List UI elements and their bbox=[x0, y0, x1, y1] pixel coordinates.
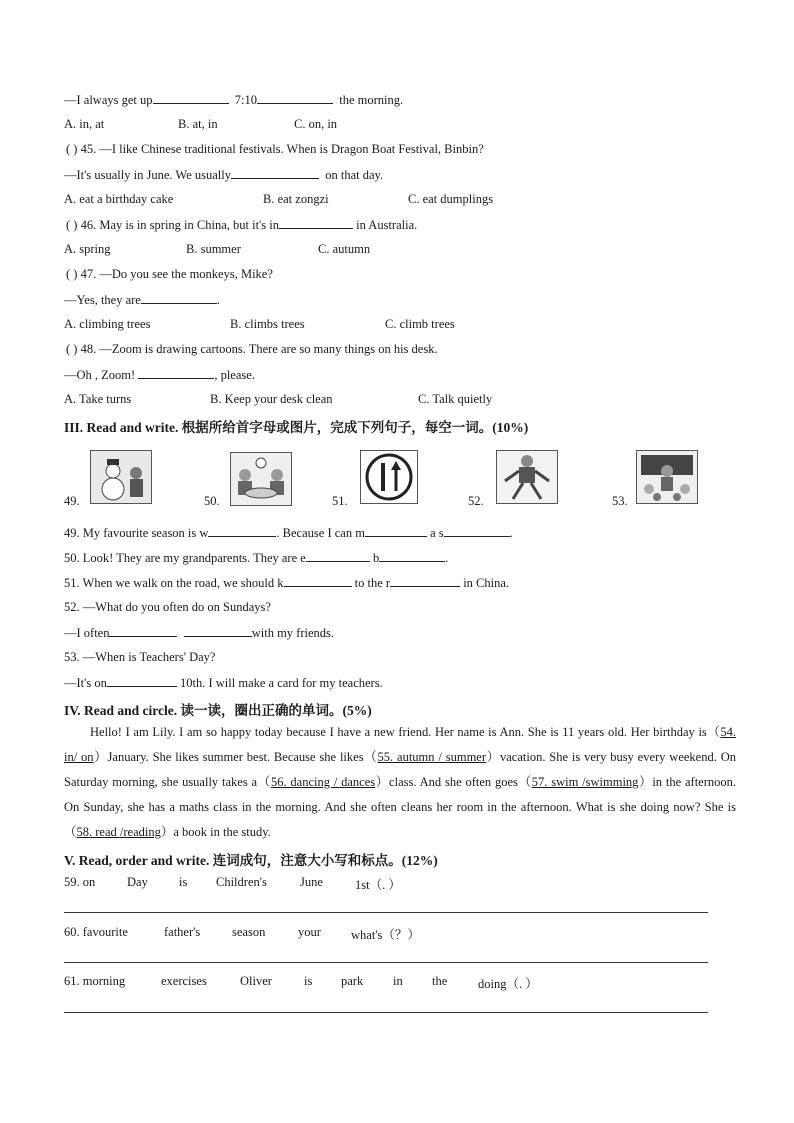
q61-word: park bbox=[341, 974, 364, 988]
q47-answer-line: —Yes, they are . bbox=[64, 293, 220, 307]
section-5-title: V. Read, order and write. 连词成句，注意大小写和标点。(12%) bbox=[64, 853, 438, 868]
q49-blank-2[interactable] bbox=[365, 524, 427, 537]
q52-blank-2[interactable] bbox=[184, 624, 252, 637]
q44-option-a[interactable]: A. in, at bbox=[64, 117, 105, 131]
q45-question: ( ) 45. —I like Chinese traditional festivals. When is Dragon Boat Festival, Binbin? bbox=[66, 142, 484, 156]
q50-blank-1[interactable] bbox=[306, 549, 370, 562]
q53-answer-line: —It's on 10th. I will make a card for my teachers. bbox=[64, 676, 383, 690]
q46-option-c[interactable]: C. autumn bbox=[318, 242, 371, 256]
q59-answer-line[interactable] bbox=[64, 912, 708, 913]
q44-blank-1[interactable] bbox=[153, 91, 229, 104]
q60-answer-line[interactable] bbox=[64, 962, 708, 963]
q61-word: doing（. ） bbox=[478, 977, 538, 991]
q53-blank[interactable] bbox=[107, 674, 177, 687]
pic-52-number: 52. bbox=[468, 494, 484, 508]
goalkeeper-icon bbox=[496, 450, 558, 504]
choice-57[interactable]: 57. swim /swimming bbox=[531, 775, 639, 789]
q61-word: the bbox=[432, 974, 448, 988]
teacher-students-icon bbox=[636, 450, 698, 504]
q48-option-c[interactable]: C. Talk quietly bbox=[418, 392, 493, 406]
q61-word: is bbox=[304, 974, 313, 988]
q52-blank-1[interactable] bbox=[109, 624, 177, 637]
q49-blank-3[interactable] bbox=[444, 524, 510, 537]
q48-question: ( ) 48. —Zoom is drawing cartoons. There are so many things on his desk. bbox=[66, 342, 438, 356]
q48-blank[interactable] bbox=[138, 366, 214, 379]
q59-word: June bbox=[300, 875, 323, 889]
q50-sentence: 50. Look! They are my grandparents. They are e b . bbox=[64, 551, 449, 565]
grandparents-eating-icon bbox=[230, 452, 292, 506]
q59-word: is bbox=[179, 875, 188, 889]
keep-right-sign-icon bbox=[360, 450, 418, 504]
q48-option-a[interactable]: A. Take turns bbox=[64, 392, 132, 406]
section-4-title: IV. Read and circle. 读一读，圈出正确的单词。(5%) bbox=[64, 703, 372, 718]
q52-answer-line: —I often with my friends. bbox=[64, 626, 335, 640]
q60-word: father's bbox=[164, 925, 201, 939]
q46-question: ( ) 46. May is in spring in China, but it's in in Australia. bbox=[66, 218, 418, 232]
q60-word: your bbox=[298, 925, 321, 939]
q59-word: Children's bbox=[216, 875, 267, 889]
reading-passage: Hello! I am Lily. I am so happy today because I have a new friend. Her name is Ann. She is 11 years old. Her birthday is（54. in/ on）January. She likes summer best. Because she likes（55. autumn / summer）vacation. She is very busy every weekend. On Saturday morning, she usually takes a（56. dancing / dances）class. And she often goes（57. swim /swimming）in the afternoon. On Sunday, she has a maths class in the morning. And she often cleans her room in the afternoon. What is she doing now? She is（58. read /reading）a book in the study. bbox=[64, 725, 736, 839]
choice-56[interactable]: 56. dancing / dances bbox=[270, 775, 376, 789]
q52-question: 52. —What do you often do on Sundays? bbox=[64, 600, 271, 614]
q47-option-a[interactable]: A. climbing trees bbox=[64, 317, 151, 331]
q49-sentence: 49. My favourite season is w . Because I can m a s . bbox=[64, 526, 513, 540]
q47-option-c[interactable]: C. climb trees bbox=[385, 317, 455, 331]
q45-blank[interactable] bbox=[231, 166, 319, 179]
q47-blank[interactable] bbox=[141, 291, 217, 304]
q61-word: Oliver bbox=[240, 974, 272, 988]
q44-blank-2[interactable] bbox=[257, 91, 333, 104]
q61-word: exercises bbox=[161, 974, 207, 988]
q44-option-c[interactable]: C. on, in bbox=[294, 117, 338, 131]
q47-option-b[interactable]: B. climbs trees bbox=[230, 317, 305, 331]
q47-question: ( ) 47. —Do you see the monkeys, Mike? bbox=[66, 267, 273, 281]
pic-50-number: 50. bbox=[204, 494, 220, 508]
q49-blank-1[interactable] bbox=[208, 524, 276, 537]
q53-question: 53. —When is Teachers' Day? bbox=[64, 650, 216, 664]
q59-word: Day bbox=[127, 875, 148, 889]
q61-answer-line[interactable] bbox=[64, 1012, 708, 1013]
section-3-title: III. Read and write. 根据所给首字母或图片，完成下列句子，每空一词。(10%) bbox=[64, 420, 529, 435]
q60-word: season bbox=[232, 925, 266, 939]
pic-51-number: 51. bbox=[332, 494, 348, 508]
choice-58[interactable]: 58. read /reading bbox=[76, 825, 161, 839]
q59-word: 59. on bbox=[64, 875, 96, 889]
q48-option-b[interactable]: B. Keep your desk clean bbox=[210, 392, 333, 406]
q44-option-b[interactable]: B. at, in bbox=[178, 117, 218, 131]
q61-word: in bbox=[393, 974, 403, 988]
q44-line: —I always get up 7:10 the morning. bbox=[64, 93, 404, 107]
choice-55[interactable]: 55. autumn / summer bbox=[377, 750, 486, 764]
q46-option-b[interactable]: B. summer bbox=[186, 242, 241, 256]
pic-49-number: 49. bbox=[64, 494, 80, 508]
q60-word: what's（？） bbox=[351, 928, 420, 942]
q46-option-a[interactable]: A. spring bbox=[64, 242, 111, 256]
q45-option-b[interactable]: B. eat zongzi bbox=[263, 192, 329, 206]
snowman-icon bbox=[90, 450, 152, 504]
q45-option-c[interactable]: C. eat dumplings bbox=[408, 192, 494, 206]
q51-blank-1[interactable] bbox=[284, 574, 352, 587]
q51-sentence: 51. When we walk on the road, we should k to the r in China. bbox=[64, 576, 510, 590]
q45-answer-line: —It's usually in June. We usually on that day. bbox=[64, 168, 384, 182]
q46-blank[interactable] bbox=[279, 216, 353, 229]
q61-word: 61. morning bbox=[64, 974, 126, 988]
pic-53-number: 53. bbox=[612, 494, 628, 508]
choice-54[interactable]: 54. in/ on bbox=[64, 725, 736, 764]
q48-answer-line: —Oh , Zoom! , please. bbox=[64, 368, 255, 382]
q50-blank-2[interactable] bbox=[379, 549, 445, 562]
q45-option-a[interactable]: A. eat a birthday cake bbox=[64, 192, 174, 206]
q60-word: 60. favourite bbox=[64, 925, 128, 939]
q59-word: 1st（. ） bbox=[355, 878, 401, 892]
q51-blank-2[interactable] bbox=[390, 574, 460, 587]
